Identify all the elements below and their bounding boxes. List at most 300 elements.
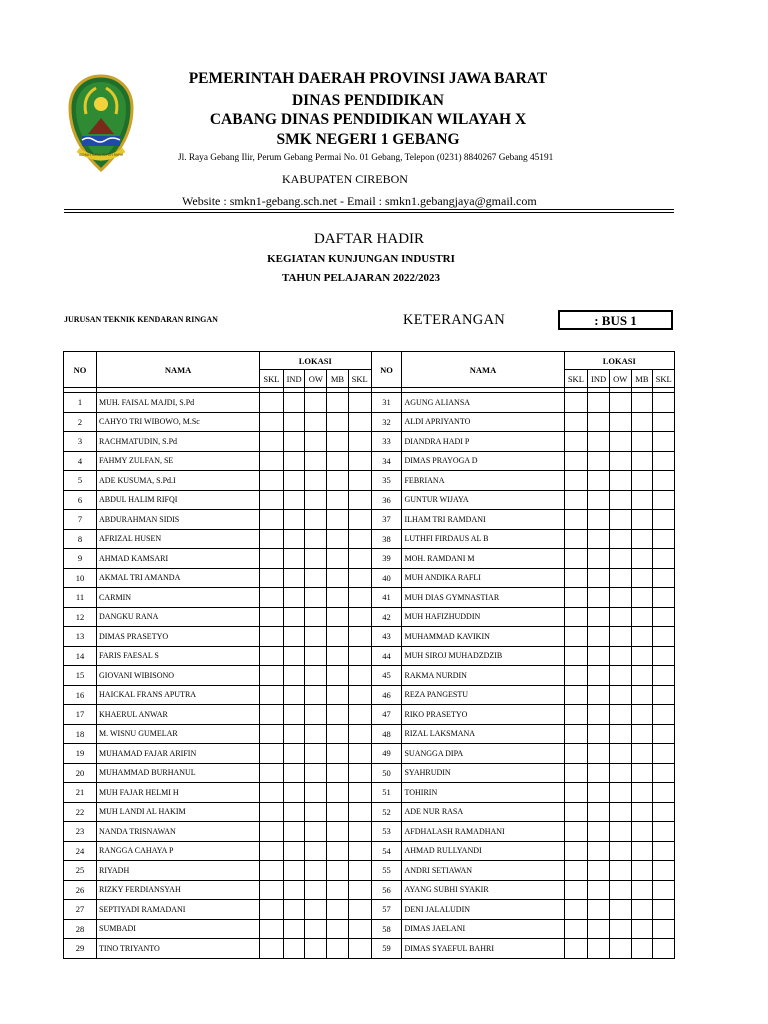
- attendance-checkbox-cell[interactable]: [564, 588, 588, 608]
- attendance-checkbox-cell[interactable]: [588, 666, 610, 686]
- attendance-checkbox-cell[interactable]: [260, 490, 284, 510]
- attendance-checkbox-cell[interactable]: [283, 588, 305, 608]
- attendance-checkbox-cell[interactable]: [348, 705, 371, 725]
- attendance-checkbox-cell[interactable]: [631, 490, 653, 510]
- attendance-checkbox-cell[interactable]: [564, 432, 588, 452]
- attendance-checkbox-cell[interactable]: [327, 900, 349, 920]
- attendance-checkbox-cell[interactable]: [260, 451, 284, 471]
- attendance-checkbox-cell[interactable]: [588, 588, 610, 608]
- attendance-checkbox-cell[interactable]: [327, 783, 349, 803]
- attendance-checkbox-cell[interactable]: [327, 549, 349, 569]
- attendance-checkbox-cell[interactable]: [327, 744, 349, 764]
- attendance-checkbox-cell[interactable]: [564, 412, 588, 432]
- attendance-checkbox-cell[interactable]: [564, 919, 588, 939]
- attendance-checkbox-cell[interactable]: [305, 646, 327, 666]
- attendance-checkbox-cell[interactable]: [283, 861, 305, 881]
- attendance-checkbox-cell[interactable]: [327, 763, 349, 783]
- attendance-checkbox-cell[interactable]: [283, 510, 305, 530]
- attendance-checkbox-cell[interactable]: [260, 646, 284, 666]
- attendance-checkbox-cell[interactable]: [348, 880, 371, 900]
- attendance-checkbox-cell[interactable]: [283, 841, 305, 861]
- attendance-checkbox-cell[interactable]: [283, 939, 305, 959]
- attendance-checkbox-cell[interactable]: [564, 861, 588, 881]
- attendance-checkbox-cell[interactable]: [327, 490, 349, 510]
- attendance-checkbox-cell[interactable]: [348, 627, 371, 647]
- attendance-checkbox-cell[interactable]: [283, 451, 305, 471]
- attendance-checkbox-cell[interactable]: [283, 627, 305, 647]
- attendance-checkbox-cell[interactable]: [348, 451, 371, 471]
- attendance-checkbox-cell[interactable]: [348, 568, 371, 588]
- attendance-checkbox-cell[interactable]: [283, 744, 305, 764]
- attendance-checkbox-cell[interactable]: [653, 471, 675, 491]
- attendance-checkbox-cell[interactable]: [631, 627, 653, 647]
- attendance-checkbox-cell[interactable]: [348, 744, 371, 764]
- student-name: DIANDRA HADI P: [402, 432, 564, 452]
- attendance-checkbox-cell[interactable]: [564, 880, 588, 900]
- attendance-checkbox-cell[interactable]: [653, 510, 675, 530]
- attendance-checkbox-cell[interactable]: [588, 490, 610, 510]
- attendance-checkbox-cell[interactable]: [609, 451, 631, 471]
- attendance-checkbox-cell[interactable]: [609, 685, 631, 705]
- attendance-checkbox-cell[interactable]: [564, 568, 588, 588]
- attendance-checkbox-cell[interactable]: [631, 724, 653, 744]
- attendance-checkbox-cell[interactable]: [327, 568, 349, 588]
- attendance-checkbox-cell[interactable]: [609, 900, 631, 920]
- attendance-checkbox-cell[interactable]: [260, 549, 284, 569]
- attendance-checkbox-cell[interactable]: [283, 646, 305, 666]
- attendance-checkbox-cell[interactable]: [609, 471, 631, 491]
- student-name: ABDURAHMAN SIDIS: [97, 510, 260, 530]
- attendance-checkbox-cell[interactable]: [305, 783, 327, 803]
- attendance-checkbox-cell[interactable]: [327, 841, 349, 861]
- attendance-checkbox-cell[interactable]: [609, 432, 631, 452]
- attendance-checkbox-cell[interactable]: [564, 627, 588, 647]
- attendance-checkbox-cell[interactable]: [305, 939, 327, 959]
- attendance-checkbox-cell[interactable]: [631, 861, 653, 881]
- attendance-checkbox-cell[interactable]: [564, 529, 588, 549]
- attendance-checkbox-cell[interactable]: [631, 939, 653, 959]
- attendance-checkbox-cell[interactable]: [260, 822, 284, 842]
- attendance-checkbox-cell[interactable]: [305, 568, 327, 588]
- attendance-checkbox-cell[interactable]: [283, 919, 305, 939]
- attendance-checkbox-cell[interactable]: [348, 393, 371, 413]
- attendance-checkbox-cell[interactable]: [631, 607, 653, 627]
- attendance-checkbox-cell[interactable]: [588, 393, 610, 413]
- attendance-checkbox-cell[interactable]: [348, 724, 371, 744]
- attendance-checkbox-cell[interactable]: [588, 861, 610, 881]
- attendance-checkbox-cell[interactable]: [631, 510, 653, 530]
- attendance-checkbox-cell[interactable]: [653, 841, 675, 861]
- attendance-checkbox-cell[interactable]: [260, 900, 284, 920]
- attendance-checkbox-cell[interactable]: [588, 939, 610, 959]
- attendance-checkbox-cell[interactable]: [283, 724, 305, 744]
- attendance-checkbox-cell[interactable]: [588, 471, 610, 491]
- attendance-checkbox-cell[interactable]: [564, 900, 588, 920]
- attendance-checkbox-cell[interactable]: [348, 919, 371, 939]
- attendance-checkbox-cell[interactable]: [564, 744, 588, 764]
- attendance-checkbox-cell[interactable]: [609, 744, 631, 764]
- attendance-checkbox-cell[interactable]: [609, 919, 631, 939]
- attendance-checkbox-cell[interactable]: [653, 880, 675, 900]
- attendance-checkbox-cell[interactable]: [305, 841, 327, 861]
- attendance-checkbox-cell[interactable]: [260, 510, 284, 530]
- attendance-checkbox-cell[interactable]: [260, 880, 284, 900]
- attendance-checkbox-cell[interactable]: [260, 666, 284, 686]
- attendance-checkbox-cell[interactable]: [305, 451, 327, 471]
- attendance-checkbox-cell[interactable]: [631, 763, 653, 783]
- attendance-checkbox-cell[interactable]: [653, 529, 675, 549]
- attendance-checkbox-cell[interactable]: [564, 451, 588, 471]
- attendance-checkbox-cell[interactable]: [305, 412, 327, 432]
- attendance-checkbox-cell[interactable]: [260, 685, 284, 705]
- table-row: [64, 900, 675, 920]
- attendance-checkbox-cell[interactable]: [260, 861, 284, 881]
- attendance-checkbox-cell[interactable]: [564, 802, 588, 822]
- attendance-checkbox-cell[interactable]: [631, 568, 653, 588]
- attendance-checkbox-cell[interactable]: [305, 705, 327, 725]
- attendance-checkbox-cell[interactable]: [327, 432, 349, 452]
- attendance-checkbox-cell[interactable]: [609, 802, 631, 822]
- attendance-checkbox-cell[interactable]: [260, 705, 284, 725]
- attendance-checkbox-cell[interactable]: [609, 666, 631, 686]
- attendance-checkbox-cell[interactable]: [653, 861, 675, 881]
- attendance-checkbox-cell[interactable]: [305, 763, 327, 783]
- row-number: 14: [64, 646, 97, 666]
- attendance-checkbox-cell[interactable]: [327, 588, 349, 608]
- attendance-checkbox-cell[interactable]: [305, 880, 327, 900]
- attendance-checkbox-cell[interactable]: [305, 588, 327, 608]
- attendance-checkbox-cell[interactable]: [260, 724, 284, 744]
- attendance-checkbox-cell[interactable]: [327, 919, 349, 939]
- attendance-checkbox-cell[interactable]: [631, 549, 653, 569]
- attendance-checkbox-cell[interactable]: [348, 490, 371, 510]
- attendance-checkbox-cell[interactable]: [260, 744, 284, 764]
- attendance-checkbox-cell[interactable]: [653, 666, 675, 686]
- attendance-checkbox-cell[interactable]: [609, 510, 631, 530]
- attendance-checkbox-cell[interactable]: [260, 607, 284, 627]
- attendance-checkbox-cell[interactable]: [564, 763, 588, 783]
- attendance-checkbox-cell[interactable]: [305, 432, 327, 452]
- attendance-checkbox-cell[interactable]: [653, 822, 675, 842]
- attendance-checkbox-cell[interactable]: [283, 529, 305, 549]
- attendance-checkbox-cell[interactable]: [609, 646, 631, 666]
- attendance-checkbox-cell[interactable]: [564, 685, 588, 705]
- attendance-checkbox-cell[interactable]: [631, 900, 653, 920]
- attendance-checkbox-cell[interactable]: [305, 490, 327, 510]
- attendance-checkbox-cell[interactable]: [588, 880, 610, 900]
- attendance-checkbox-cell[interactable]: [609, 588, 631, 608]
- attendance-checkbox-cell[interactable]: [631, 685, 653, 705]
- attendance-checkbox-cell[interactable]: [609, 568, 631, 588]
- attendance-checkbox-cell[interactable]: [348, 510, 371, 530]
- attendance-checkbox-cell[interactable]: [653, 744, 675, 764]
- attendance-checkbox-cell[interactable]: [631, 705, 653, 725]
- attendance-checkbox-cell[interactable]: [327, 451, 349, 471]
- attendance-checkbox-cell[interactable]: [564, 705, 588, 725]
- attendance-checkbox-cell[interactable]: [348, 412, 371, 432]
- attendance-checkbox-cell[interactable]: [283, 880, 305, 900]
- attendance-checkbox-cell[interactable]: [631, 646, 653, 666]
- attendance-checkbox-cell[interactable]: [327, 802, 349, 822]
- attendance-checkbox-cell[interactable]: [631, 529, 653, 549]
- attendance-checkbox-cell[interactable]: [631, 744, 653, 764]
- attendance-checkbox-cell[interactable]: [631, 666, 653, 686]
- attendance-checkbox-cell[interactable]: [653, 783, 675, 803]
- attendance-checkbox-cell[interactable]: [327, 646, 349, 666]
- attendance-checkbox-cell[interactable]: [653, 607, 675, 627]
- attendance-checkbox-cell[interactable]: [609, 822, 631, 842]
- attendance-checkbox-cell[interactable]: [653, 451, 675, 471]
- attendance-checkbox-cell[interactable]: [588, 919, 610, 939]
- attendance-checkbox-cell[interactable]: [631, 471, 653, 491]
- attendance-checkbox-cell[interactable]: [588, 724, 610, 744]
- attendance-checkbox-cell[interactable]: [260, 841, 284, 861]
- attendance-checkbox-cell[interactable]: [653, 646, 675, 666]
- attendance-checkbox-cell[interactable]: [564, 666, 588, 686]
- attendance-checkbox-cell[interactable]: [327, 529, 349, 549]
- attendance-checkbox-cell[interactable]: [305, 471, 327, 491]
- attendance-checkbox-cell[interactable]: [283, 393, 305, 413]
- attendance-checkbox-cell[interactable]: [564, 783, 588, 803]
- attendance-checkbox-cell[interactable]: [588, 744, 610, 764]
- attendance-checkbox-cell[interactable]: [348, 471, 371, 491]
- attendance-checkbox-cell[interactable]: [588, 529, 610, 549]
- attendance-checkbox-cell[interactable]: [631, 880, 653, 900]
- attendance-checkbox-cell[interactable]: [327, 861, 349, 881]
- letterhead-divider: [64, 209, 674, 210]
- attendance-checkbox-cell[interactable]: [588, 646, 610, 666]
- attendance-checkbox-cell[interactable]: [305, 919, 327, 939]
- attendance-checkbox-cell[interactable]: [588, 412, 610, 432]
- attendance-checkbox-cell[interactable]: [564, 724, 588, 744]
- attendance-checkbox-cell[interactable]: [588, 763, 610, 783]
- attendance-checkbox-cell[interactable]: [348, 822, 371, 842]
- attendance-checkbox-cell[interactable]: [283, 900, 305, 920]
- attendance-checkbox-cell[interactable]: [609, 607, 631, 627]
- attendance-checkbox-cell[interactable]: [588, 432, 610, 452]
- attendance-checkbox-cell[interactable]: [348, 802, 371, 822]
- attendance-checkbox-cell[interactable]: [564, 646, 588, 666]
- attendance-checkbox-cell[interactable]: [260, 471, 284, 491]
- attendance-checkbox-cell[interactable]: [283, 490, 305, 510]
- attendance-checkbox-cell[interactable]: [327, 666, 349, 686]
- attendance-checkbox-cell[interactable]: [283, 412, 305, 432]
- attendance-checkbox-cell[interactable]: [588, 549, 610, 569]
- attendance-checkbox-cell[interactable]: [653, 627, 675, 647]
- attendance-checkbox-cell[interactable]: [305, 744, 327, 764]
- attendance-checkbox-cell[interactable]: [609, 841, 631, 861]
- attendance-checkbox-cell[interactable]: [327, 822, 349, 842]
- attendance-checkbox-cell[interactable]: [653, 568, 675, 588]
- attendance-checkbox-cell[interactable]: [609, 412, 631, 432]
- attendance-checkbox-cell[interactable]: [305, 549, 327, 569]
- attendance-checkbox-cell[interactable]: [305, 627, 327, 647]
- attendance-checkbox-cell[interactable]: [348, 666, 371, 686]
- attendance-checkbox-cell[interactable]: [653, 588, 675, 608]
- attendance-checkbox-cell[interactable]: [653, 919, 675, 939]
- attendance-checkbox-cell[interactable]: [348, 861, 371, 881]
- attendance-table: [63, 351, 675, 959]
- attendance-checkbox-cell[interactable]: [348, 763, 371, 783]
- attendance-checkbox-cell[interactable]: [653, 490, 675, 510]
- attendance-checkbox-cell[interactable]: [564, 549, 588, 569]
- row-number: 45: [371, 666, 402, 686]
- attendance-checkbox-cell[interactable]: [653, 705, 675, 725]
- attendance-checkbox-cell[interactable]: [260, 919, 284, 939]
- attendance-checkbox-cell[interactable]: [327, 510, 349, 530]
- attendance-checkbox-cell[interactable]: [348, 549, 371, 569]
- attendance-checkbox-cell[interactable]: [609, 724, 631, 744]
- attendance-checkbox-cell[interactable]: [305, 900, 327, 920]
- attendance-checkbox-cell[interactable]: [260, 568, 284, 588]
- attendance-checkbox-cell[interactable]: [653, 432, 675, 452]
- attendance-checkbox-cell[interactable]: [348, 939, 371, 959]
- attendance-checkbox-cell[interactable]: [348, 607, 371, 627]
- attendance-checkbox-cell[interactable]: [653, 724, 675, 744]
- attendance-checkbox-cell[interactable]: [653, 763, 675, 783]
- attendance-checkbox-cell[interactable]: [260, 588, 284, 608]
- attendance-checkbox-cell[interactable]: [348, 529, 371, 549]
- attendance-checkbox-cell[interactable]: [348, 841, 371, 861]
- attendance-checkbox-cell[interactable]: [631, 432, 653, 452]
- attendance-checkbox-cell[interactable]: [260, 529, 284, 549]
- attendance-checkbox-cell[interactable]: [327, 939, 349, 959]
- row-number: 56: [371, 880, 402, 900]
- attendance-checkbox-cell[interactable]: [305, 724, 327, 744]
- attendance-checkbox-cell[interactable]: [564, 939, 588, 959]
- attendance-checkbox-cell[interactable]: [631, 588, 653, 608]
- attendance-checkbox-cell[interactable]: [653, 900, 675, 920]
- attendance-checkbox-cell[interactable]: [564, 510, 588, 530]
- attendance-checkbox-cell[interactable]: [305, 510, 327, 530]
- attendance-checkbox-cell[interactable]: [260, 412, 284, 432]
- attendance-checkbox-cell[interactable]: [327, 880, 349, 900]
- attendance-checkbox-cell[interactable]: [283, 432, 305, 452]
- attendance-checkbox-cell[interactable]: [564, 607, 588, 627]
- attendance-checkbox-cell[interactable]: [283, 666, 305, 686]
- attendance-checkbox-cell[interactable]: [588, 510, 610, 530]
- attendance-checkbox-cell[interactable]: [327, 393, 349, 413]
- attendance-checkbox-cell[interactable]: [653, 685, 675, 705]
- attendance-checkbox-cell[interactable]: [653, 939, 675, 959]
- attendance-checkbox-cell[interactable]: [564, 393, 588, 413]
- attendance-checkbox-cell[interactable]: [327, 627, 349, 647]
- header-nama: NAMA: [97, 352, 260, 388]
- attendance-checkbox-cell[interactable]: [283, 685, 305, 705]
- attendance-checkbox-cell[interactable]: [609, 861, 631, 881]
- attendance-checkbox-cell[interactable]: [631, 451, 653, 471]
- attendance-checkbox-cell[interactable]: [327, 471, 349, 491]
- attendance-checkbox-cell[interactable]: [305, 666, 327, 686]
- attendance-checkbox-cell[interactable]: [283, 783, 305, 803]
- attendance-checkbox-cell[interactable]: [588, 900, 610, 920]
- attendance-checkbox-cell[interactable]: [283, 822, 305, 842]
- attendance-checkbox-cell[interactable]: [305, 685, 327, 705]
- attendance-checkbox-cell[interactable]: [348, 783, 371, 803]
- attendance-checkbox-cell[interactable]: [631, 822, 653, 842]
- attendance-checkbox-cell[interactable]: [564, 841, 588, 861]
- attendance-checkbox-cell[interactable]: [609, 783, 631, 803]
- attendance-checkbox-cell[interactable]: [631, 802, 653, 822]
- attendance-checkbox-cell[interactable]: [260, 939, 284, 959]
- attendance-checkbox-cell[interactable]: [327, 685, 349, 705]
- attendance-checkbox-cell[interactable]: [588, 685, 610, 705]
- attendance-checkbox-cell[interactable]: [260, 393, 284, 413]
- attendance-checkbox-cell[interactable]: [609, 529, 631, 549]
- attendance-checkbox-cell[interactable]: [260, 802, 284, 822]
- attendance-checkbox-cell[interactable]: [609, 490, 631, 510]
- attendance-checkbox-cell[interactable]: [564, 471, 588, 491]
- attendance-checkbox-cell[interactable]: [348, 432, 371, 452]
- attendance-checkbox-cell[interactable]: [305, 802, 327, 822]
- attendance-checkbox-cell[interactable]: [588, 607, 610, 627]
- attendance-checkbox-cell[interactable]: [631, 783, 653, 803]
- attendance-checkbox-cell[interactable]: [564, 822, 588, 842]
- student-name: FARIS FAESAL S: [97, 646, 260, 666]
- attendance-checkbox-cell[interactable]: [588, 822, 610, 842]
- attendance-checkbox-cell[interactable]: [348, 685, 371, 705]
- attendance-checkbox-cell[interactable]: [588, 802, 610, 822]
- attendance-checkbox-cell[interactable]: [283, 471, 305, 491]
- attendance-checkbox-cell[interactable]: [588, 705, 610, 725]
- attendance-checkbox-cell[interactable]: [609, 880, 631, 900]
- attendance-checkbox-cell[interactable]: [327, 724, 349, 744]
- attendance-checkbox-cell[interactable]: [631, 393, 653, 413]
- attendance-checkbox-cell[interactable]: [631, 412, 653, 432]
- attendance-checkbox-cell[interactable]: [327, 412, 349, 432]
- attendance-checkbox-cell[interactable]: [609, 939, 631, 959]
- attendance-checkbox-cell[interactable]: [283, 763, 305, 783]
- attendance-checkbox-cell[interactable]: [653, 393, 675, 413]
- attendance-checkbox-cell[interactable]: [260, 432, 284, 452]
- attendance-checkbox-cell[interactable]: [260, 627, 284, 647]
- attendance-checkbox-cell[interactable]: [653, 549, 675, 569]
- attendance-checkbox-cell[interactable]: [260, 763, 284, 783]
- attendance-checkbox-cell[interactable]: [305, 822, 327, 842]
- attendance-checkbox-cell[interactable]: [283, 607, 305, 627]
- attendance-checkbox-cell[interactable]: [283, 705, 305, 725]
- attendance-checkbox-cell[interactable]: [609, 763, 631, 783]
- attendance-checkbox-cell[interactable]: [588, 841, 610, 861]
- attendance-checkbox-cell[interactable]: [588, 627, 610, 647]
- attendance-checkbox-cell[interactable]: [305, 529, 327, 549]
- attendance-checkbox-cell[interactable]: [609, 393, 631, 413]
- attendance-checkbox-cell[interactable]: [653, 802, 675, 822]
- attendance-checkbox-cell[interactable]: [609, 627, 631, 647]
- attendance-checkbox-cell[interactable]: [564, 490, 588, 510]
- attendance-checkbox-cell[interactable]: [609, 705, 631, 725]
- attendance-checkbox-cell[interactable]: [283, 568, 305, 588]
- attendance-checkbox-cell[interactable]: [631, 919, 653, 939]
- attendance-checkbox-cell[interactable]: [631, 841, 653, 861]
- attendance-checkbox-cell[interactable]: [260, 783, 284, 803]
- attendance-checkbox-cell[interactable]: [327, 607, 349, 627]
- attendance-checkbox-cell[interactable]: [653, 412, 675, 432]
- attendance-checkbox-cell[interactable]: [348, 588, 371, 608]
- attendance-checkbox-cell[interactable]: [609, 549, 631, 569]
- attendance-checkbox-cell[interactable]: [327, 705, 349, 725]
- attendance-checkbox-cell[interactable]: [588, 568, 610, 588]
- attendance-checkbox-cell[interactable]: [283, 802, 305, 822]
- attendance-checkbox-cell[interactable]: [588, 451, 610, 471]
- attendance-checkbox-cell[interactable]: [348, 900, 371, 920]
- attendance-checkbox-cell[interactable]: [588, 783, 610, 803]
- attendance-checkbox-cell[interactable]: [283, 549, 305, 569]
- attendance-checkbox-cell[interactable]: [305, 861, 327, 881]
- attendance-checkbox-cell[interactable]: [348, 646, 371, 666]
- attendance-checkbox-cell[interactable]: [305, 393, 327, 413]
- attendance-checkbox-cell[interactable]: [305, 607, 327, 627]
